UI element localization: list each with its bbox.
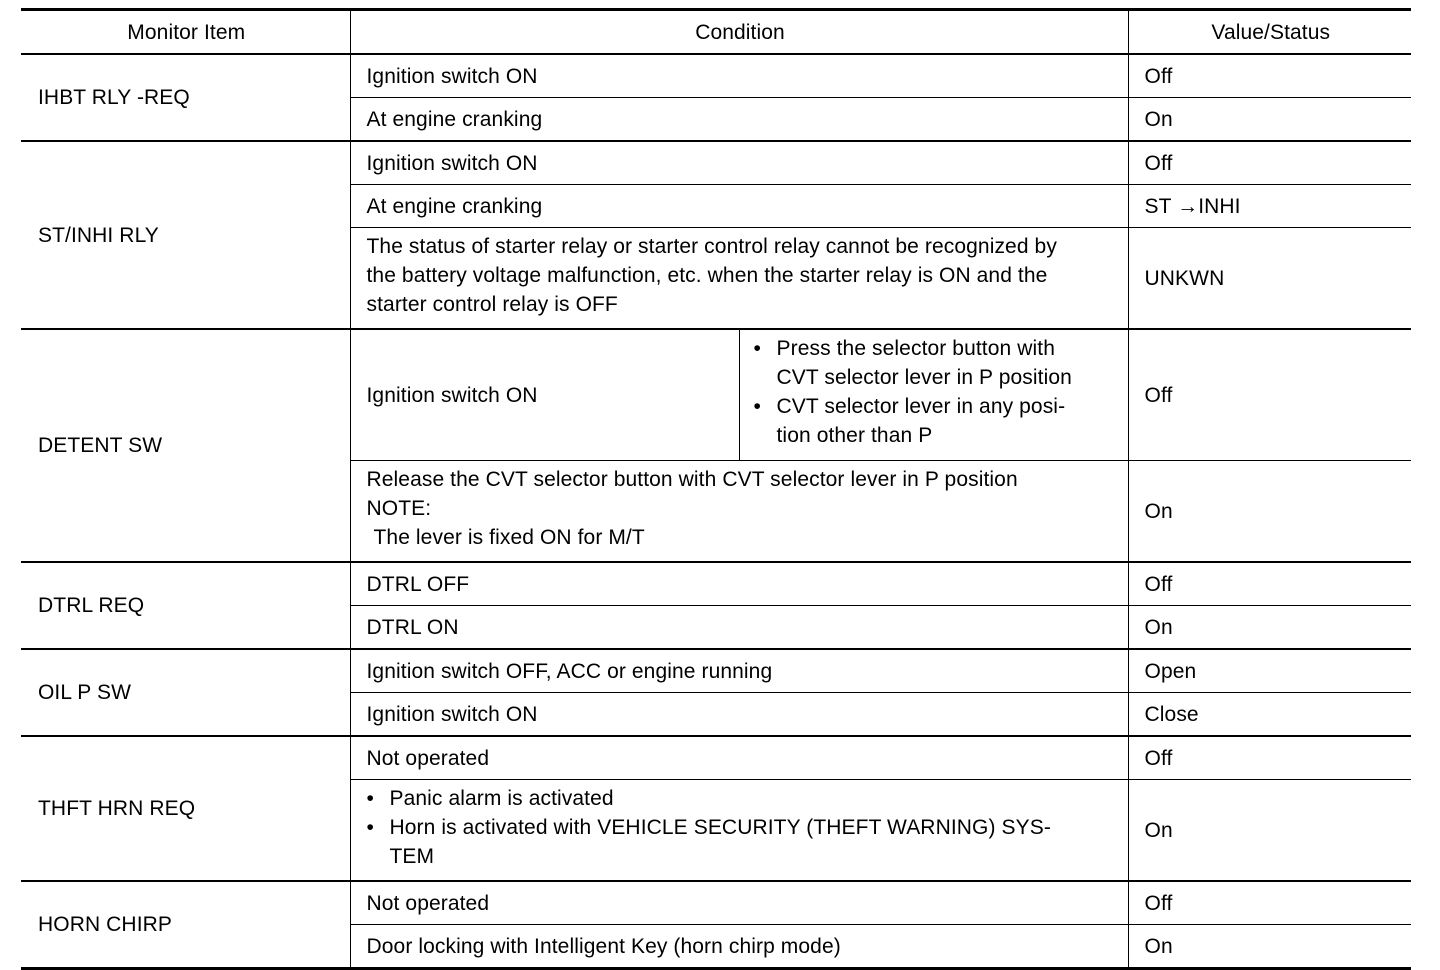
condition-cell: Ignition switch OFF, ACC or engine running (350, 649, 1128, 693)
table-row (21, 736, 1411, 780)
header-row (21, 10, 1411, 55)
condition-cell: Ignition switch ON (350, 693, 1128, 737)
value-cell: Off (1128, 329, 1411, 461)
bullet-line: TEM (389, 845, 435, 868)
table-row (21, 141, 1411, 185)
condition-cell: Ignition switch ON (350, 141, 1128, 185)
condition-cell: At engine cranking (350, 98, 1128, 142)
condition-cell: DTRL ON (350, 606, 1128, 650)
bullet-item (367, 784, 1114, 813)
monitor-item-oil-p-sw: OIL P SW (21, 649, 350, 736)
bullet-item (754, 392, 1114, 450)
value-cell: Close (1128, 693, 1411, 737)
monitor-item-horn-chirp: HORN CHIRP (21, 881, 350, 969)
monitor-table-container (21, 8, 1411, 970)
value-cell: ST →INHI (1128, 185, 1411, 228)
value-cell: On (1128, 98, 1411, 142)
table-row (21, 881, 1411, 925)
bullet-item (754, 334, 1114, 392)
sub-condition-cell (739, 329, 1128, 461)
condition-cell: Not operated (350, 736, 1128, 780)
value-cell: On (1128, 780, 1411, 882)
monitor-item-st-inhi: ST/INHI RLY (21, 141, 350, 329)
header-value-status: Value/Status (1128, 10, 1411, 55)
monitor-item-table (21, 8, 1411, 970)
header-condition: Condition (350, 10, 1128, 55)
condition-line: starter control relay is OFF (366, 293, 618, 316)
condition-cell: At engine cranking (350, 185, 1128, 228)
value-cell: Open (1128, 649, 1411, 693)
monitor-item-ihbt: IHBT RLY -REQ (21, 54, 350, 141)
value-cell: Off (1128, 736, 1411, 780)
monitor-item-dtrl-req: DTRL REQ (21, 562, 350, 649)
value-cell: Off (1128, 881, 1411, 925)
note-label: NOTE: (366, 497, 432, 520)
header-monitor-item: Monitor Item (21, 10, 350, 55)
condition-cell-multiline (350, 780, 1128, 882)
condition-cell: Ignition switch ON (350, 54, 1128, 98)
bullet-line: • Panic alarm is activated (389, 787, 614, 810)
bullet-line: CVT selector lever in P position (776, 366, 1072, 389)
note-text: The lever is fixed ON for M/T (373, 526, 645, 549)
monitor-item-detent-sw: DETENT SW (21, 329, 350, 562)
value-cell: Off (1128, 562, 1411, 606)
condition-cell: Door locking with Intelligent Key (horn chirp mode) (350, 925, 1128, 969)
condition-cell-multiline (350, 461, 1128, 563)
value-cell: On (1128, 925, 1411, 969)
condition-cell: DTRL OFF (350, 562, 1128, 606)
bullet-line: • Press the selector button with (776, 337, 1055, 360)
bullet-line: • CVT selector lever in any posi- (776, 395, 1066, 418)
bullet-line: tion other than P (776, 424, 933, 447)
value-cell: Off (1128, 141, 1411, 185)
value-cell: Off (1128, 54, 1411, 98)
table-row (21, 562, 1411, 606)
condition-cell: Not operated (350, 881, 1128, 925)
bullet-item (367, 813, 1114, 871)
table-row (21, 329, 1411, 461)
table-row (21, 54, 1411, 98)
condition-cell-multiline (350, 228, 1128, 330)
condition-line: the battery voltage malfunction, etc. when the starter relay is ON and the (366, 264, 1048, 287)
bullet-list (367, 784, 1114, 871)
value-cell: UNKWN (1128, 228, 1411, 330)
bullet-line: • Horn is activated with VEHICLE SECURITY (THEFT WARNING) SYS- (389, 816, 1051, 839)
value-cell: On (1128, 606, 1411, 650)
value-cell: On (1128, 461, 1411, 563)
condition-line: Release the CVT selector button with CVT selector lever in P position (366, 468, 1018, 491)
table-row (21, 649, 1411, 693)
bullet-list (754, 334, 1114, 450)
condition-line: The status of starter relay or starter control relay cannot be recognized by (366, 235, 1057, 258)
condition-cell: Ignition switch ON (350, 329, 739, 461)
monitor-item-thft-hrn-req: THFT HRN REQ (21, 736, 350, 881)
